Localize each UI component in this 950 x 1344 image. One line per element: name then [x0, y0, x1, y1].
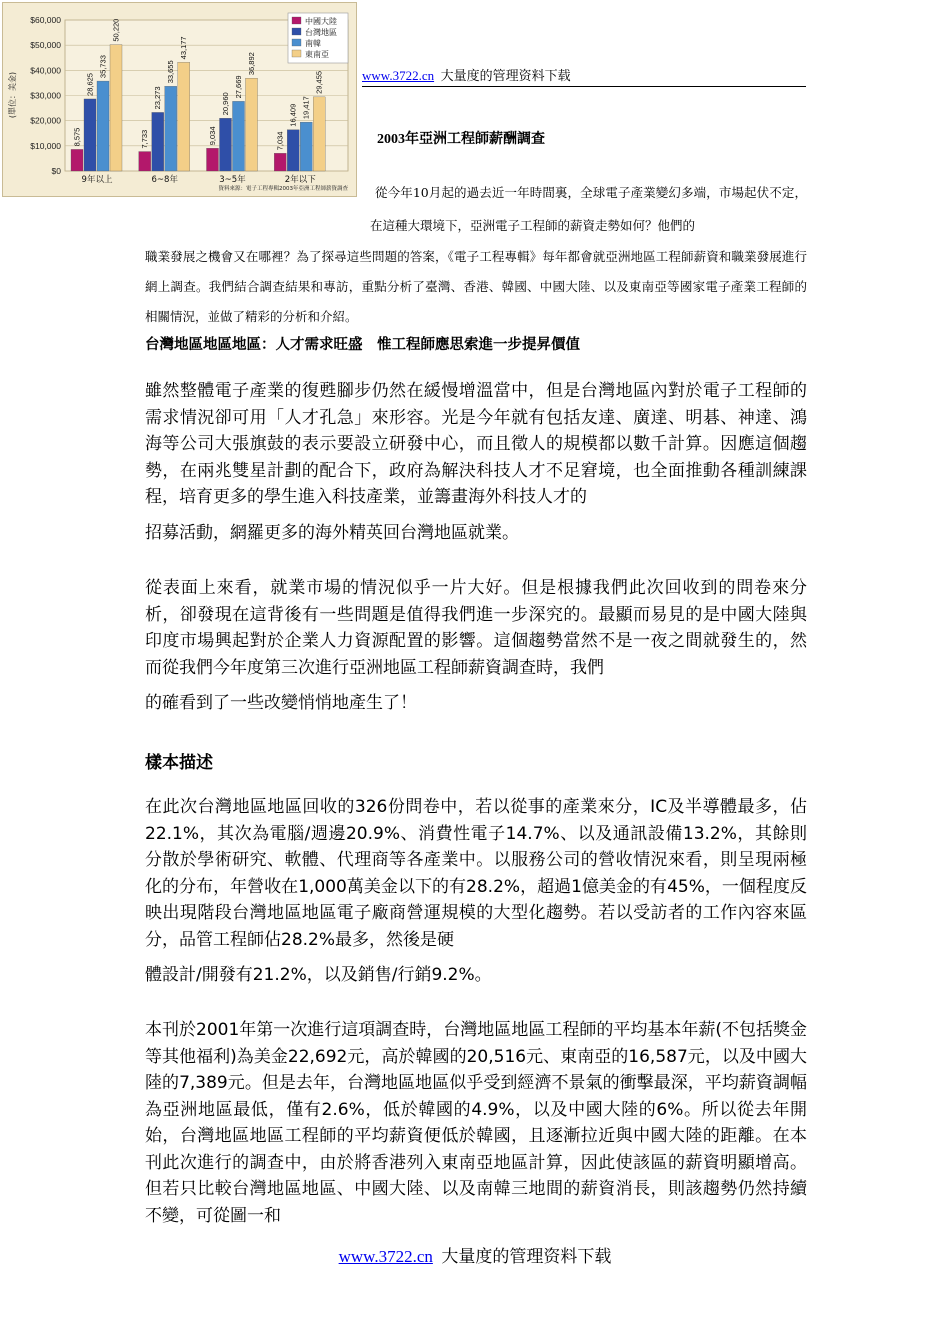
bar-value-label: 35,733 — [98, 55, 108, 79]
bar-value-label: 20,960 — [221, 92, 230, 116]
bar-南韓 — [97, 81, 109, 171]
legend-label: 中國大陸 — [305, 17, 337, 26]
bar-value-label: 7,733 — [140, 129, 150, 149]
bar-value-label: 9,034 — [208, 126, 217, 146]
bar-value-label: 16,409 — [288, 103, 298, 127]
footer — [0, 1242, 950, 1267]
y-tick-label: $40,000 — [30, 65, 61, 76]
legend-label: 東南亞 — [305, 50, 329, 59]
y-tick-label: $30,000 — [30, 90, 61, 101]
bar-台灣地區 — [152, 112, 164, 171]
bar-中國大陸 — [207, 148, 219, 171]
bar-value-label: 27,669 — [234, 75, 243, 99]
bar-value-label: 8,575 — [72, 127, 82, 147]
legend-swatch — [292, 39, 301, 46]
paragraph-3-main: 在此次台灣地區地區回收的326份問卷中，若以從事的產業來分，IC及半導體最多，佔22.1%，其次為電腦/週邊20.9%、消費性電子14.7%、以及通訊設備13.2%，其餘則分散於學術研究、軟體、代理商等各產業中。以服務公司的營收情況來看，則呈現兩極化的分布，年營收在1,000萬美金以下的有28.2%，超過1億美金的有45%，一個程度反映出現階段台灣地區地區電子廠商營運規模的大型化趨勢。若以受訪者的工作內容來區分，品管工程師佔28.2%最多，然後是硬 — [145, 797, 807, 950]
bar-南韓 — [165, 86, 177, 171]
bar-東南亞 — [313, 97, 325, 171]
paragraph-3-last-line: 體設計/開發有21.2%，以及銷售/行銷9.2%。 — [145, 965, 492, 985]
bar-中國大陸 — [71, 149, 83, 171]
bar-value-label: 43,177 — [179, 36, 189, 60]
intro-paragraph-part-a: 從今年10月起的過去近一年時間裏，全球電子產業變幻多端，市場起伏不定，在這種大環境下，亞洲電子工程師的薪資走勢如何？他們的 — [370, 185, 807, 233]
paragraph-2-last-line: 的確看到了一些改變悄悄地產生了！ — [145, 693, 417, 713]
bar-台灣地區 — [84, 99, 96, 171]
bar-南韓 — [300, 122, 312, 171]
bar-中國大陸 — [139, 152, 151, 171]
bar-value-label: 36,892 — [247, 52, 256, 76]
x-category-label: 9年以上 — [81, 175, 113, 185]
header-url-link[interactable]: www.3722.cn — [362, 68, 435, 83]
bar-value-label: 23,273 — [153, 86, 163, 110]
legend-label: 台灣地區 — [305, 28, 337, 37]
paragraph-1-last-line: 招募活動，網羅更多的海外精英回台灣地區就業。 — [145, 522, 519, 543]
y-tick-label: $10,000 — [30, 140, 61, 151]
paragraph-4: 本刊於2001年第一次進行這項調查時，台灣地區地區工程師的平均基本年薪(不包括獎金等其他福利)為美金22,692元，高於韓國的20,516元、東南亞的16,587元，以及中國大陸的7,389元。但是去年，台灣地區地區似乎受到經濟不景氣的衝擊最深，平均薪資調幅為亞洲地區最低，僅有2.6%，低於韓國的4.9%，以及中國大陸的6%。所以從去年開始，台灣地區地區工程師的平均薪資便低於韓國，且逐漸拉近與中國大陸的距離。在本刊此次進行的調查中，由於將香港列入東南亞地區計算，因此使該區的薪資明顯增高。但若只比較台灣地區地區、中國大陸、以及南韓三地間的薪資消長，則該趨勢仍然持續不變，可從圖一和 — [145, 1020, 807, 1226]
paragraph-1 — [145, 378, 807, 546]
salary-bar-chart — [3, 3, 358, 198]
intro-paragraph-part-b: 職業發展之機會又在哪裡？為了探尋這些問題的答案，《電子工程專輯》每年都會就亞洲地區工程師薪資和職業發展進行網上調查。我們結合調查結果和專訪，重點分析了臺灣、香港、韓國、中國大陸、以及東南亞等國家電子產業工程師的相關情況，並做了精彩的分析和介紹。 — [145, 249, 807, 324]
y-tick-label: $50,000 — [30, 40, 61, 51]
x-category-label: 3~5年 — [219, 175, 246, 185]
article-title: 2003年亞洲工程師薪酬調查 — [377, 132, 545, 147]
bar-台灣地區 — [287, 130, 299, 171]
bar-value-label: 29,455 — [314, 70, 324, 94]
salary-chart — [2, 2, 357, 197]
bar-東南亞 — [246, 78, 258, 171]
y-tick-label: $60,000 — [30, 15, 61, 25]
bar-東南亞 — [110, 45, 122, 171]
paragraph-3 — [145, 794, 807, 989]
legend-label: 南韓 — [305, 39, 321, 48]
bar-value-label: 33,655 — [166, 60, 176, 84]
chart-source: 資料來源：電子工程專輯2003年亞洲工程師薪資調查 — [218, 186, 348, 192]
y-tick-label: $0 — [51, 166, 61, 176]
paragraph-2 — [145, 575, 807, 717]
legend-swatch — [292, 17, 301, 24]
bar-南韓 — [233, 101, 245, 171]
bar-台灣地區 — [220, 118, 232, 171]
bar-value-label: 50,220 — [111, 18, 121, 42]
bar-value-label: 19,417 — [301, 96, 311, 120]
header-tagline: 大量度的管理资料下载 — [440, 68, 571, 83]
sample-heading: 樣本描述 — [145, 753, 213, 773]
bar-value-label: 28,625 — [85, 73, 95, 96]
bar-東南亞 — [178, 62, 190, 171]
bar-value-label: 7,034 — [275, 131, 285, 151]
bar-中國大陸 — [274, 153, 286, 171]
legend-swatch — [292, 50, 301, 57]
header-site-link — [362, 68, 571, 84]
footer-tagline: 大量度的管理资料下载 — [441, 1247, 612, 1266]
y-axis-label: (單位：美金) — [8, 71, 17, 119]
x-category-label: 6~8年 — [151, 175, 178, 185]
legend-swatch — [292, 28, 301, 35]
y-tick-label: $20,000 — [30, 115, 61, 126]
paragraph-1-main: 雖然整體電子產業的復甦腳步仍然在緩慢增溫當中，但是台灣地區內對於電子工程師的需求情況卻可用「人才孔急」來形容。光是今年就有包括友達、廣達、明碁、神達、鴻海等公司大張旗鼓的表示要設立研發中心，而且徵人的規模都以數千計算。因應這個趨勢，在兩兆雙星計劃的配合下，政府為解決科技人才不足窘境，也全面推動各種訓練課程，培育更多的學生進入科技產業，並籌畫海外科技人才的 — [145, 381, 807, 507]
footer-url-link[interactable]: www.3722.cn — [338, 1247, 433, 1266]
paragraph-2-main: 從表面上來看，就業市場的情況似乎一片大好。但是根據我們此次回收到的問卷來分析，卻發現在這背後有一些問題是值得我們進一步深究的。最顯而易見的是中國大陸與印度市場興起對於企業人力資源配置的影響。這個趨勢當然不是一夜之間就發生的，然而從我們今年度第三次進行亞洲地區工程師薪資調查時，我們 — [145, 578, 807, 678]
x-category-label: 2年以下 — [284, 175, 316, 185]
section-heading: 台灣地區地區地區：人才需求旺盛 惟工程師應思索進一步提昇價值 — [145, 336, 580, 353]
header-rule — [362, 86, 806, 87]
